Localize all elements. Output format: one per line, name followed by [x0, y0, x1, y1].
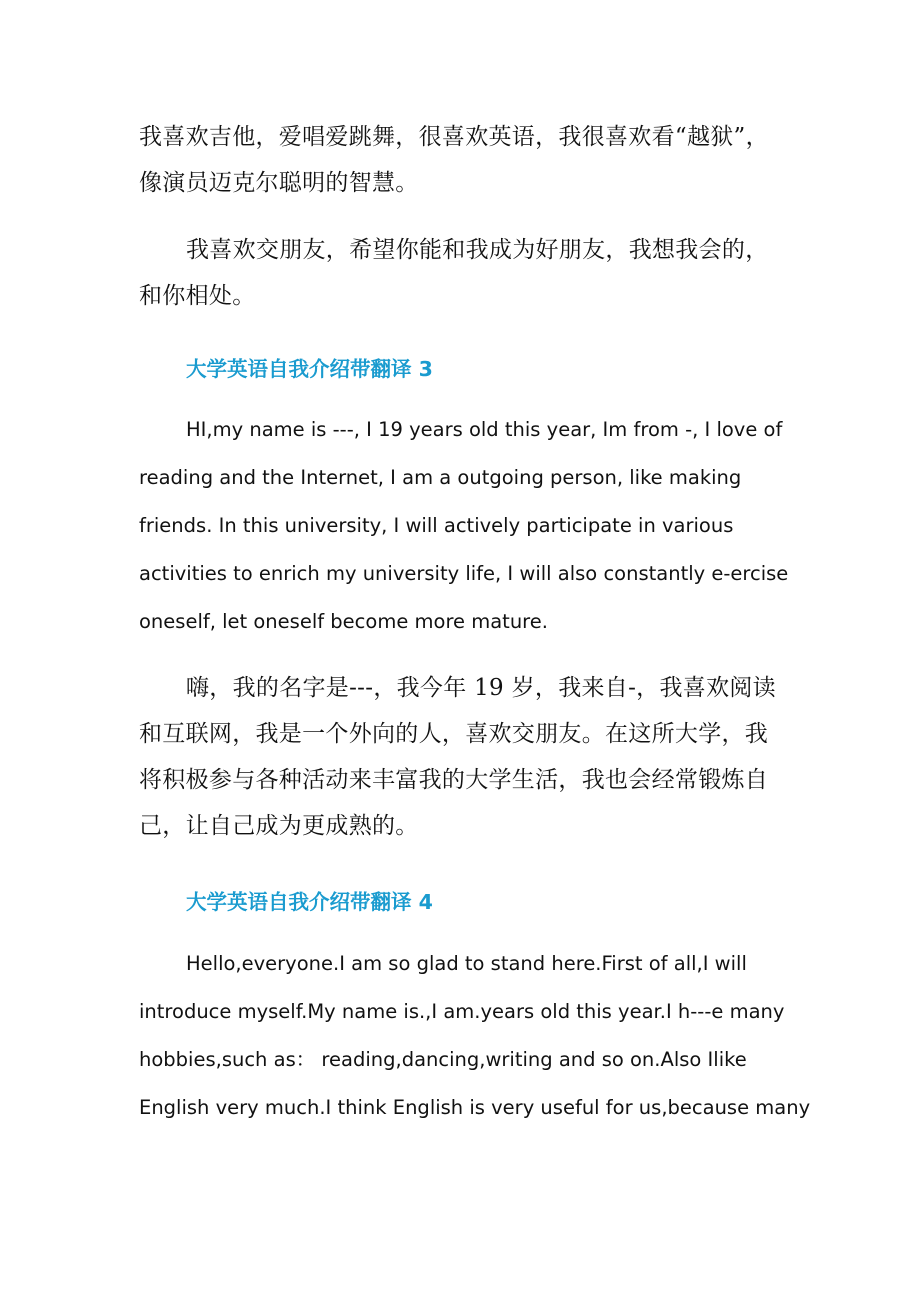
section-heading-4: 大学英语自我介绍带翻译 4: [186, 890, 433, 914]
paragraph-english-intro-3: [139, 406, 789, 646]
paragraph-line: English very much.I think English is very useful for us,because many: [139, 1096, 811, 1119]
paragraph-line: oneself, let oneself become more mature.: [139, 610, 548, 633]
paragraph-hobbies: [139, 114, 779, 206]
paragraph-friends: [139, 227, 779, 319]
paragraph-line: 像演员迈克尔聪明的智慧。: [139, 170, 419, 196]
paragraph-line: hobbies,such as： reading,dancing,writing and so on.Also Ilike: [139, 1048, 747, 1071]
paragraph-line: 我喜欢交朋友，希望你能和我成为好朋友，我想我会的，: [186, 237, 769, 263]
paragraph-line: 己，让自己成为更成熟的。: [139, 813, 419, 839]
paragraph-line: HI,my name is ---, I 19 years old this year, Im from -, I love of: [186, 418, 783, 441]
paragraph-chinese-translation-3: [139, 665, 779, 849]
paragraph-line: Hello,everyone.I am so glad to stand here.First of all,I will: [186, 952, 747, 975]
paragraph-line: 和你相处。: [139, 283, 256, 309]
paragraph-english-intro-4: [139, 940, 811, 1132]
paragraph-line: 和互联网，我是一个外向的人，喜欢交朋友。在这所大学，我: [139, 721, 769, 747]
paragraph-line: introduce myself.My name is.,I am.years old this year.I h---e many: [139, 1000, 785, 1023]
paragraph-line: 将积极参与各种活动来丰富我的大学生活，我也会经常锻炼自: [139, 767, 769, 793]
paragraph-line: 我喜欢吉他，爱唱爱跳舞，很喜欢英语，我很喜欢看“越狱”，: [139, 124, 769, 150]
paragraph-line: friends. In this university, I will actively participate in various: [139, 514, 734, 537]
section-heading-3: 大学英语自我介绍带翻译 3: [186, 357, 433, 381]
paragraph-line: reading and the Internet, I am a outgoing person, like making: [139, 466, 742, 489]
paragraph-line: 嗨，我的名字是---，我今年 19 岁，我来自-，我喜欢阅读: [186, 675, 776, 701]
paragraph-line: activities to enrich my university life, I will also constantly e-ercise: [139, 562, 789, 585]
